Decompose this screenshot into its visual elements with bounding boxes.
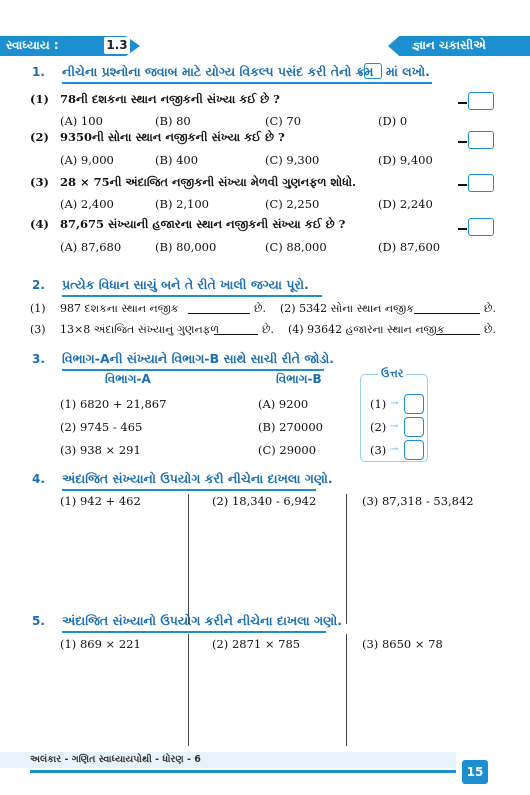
answer-label: (3) — [370, 443, 387, 457]
q5-number: 5. — [32, 614, 45, 628]
column-a-item: (1) 6820 + 21,867 — [60, 397, 167, 411]
option-a: (A) 2,400 — [60, 197, 114, 211]
q5-underline — [62, 631, 326, 633]
option-b: (B) 400 — [155, 153, 199, 167]
option-d: (D) 9,400 — [378, 153, 433, 167]
row-number: (1) — [30, 302, 46, 315]
q4-part-2: (2) 18,340 - 6,942 — [212, 494, 317, 508]
column-b-item: (B) 270000 — [258, 420, 323, 434]
fill-blank[interactable] — [436, 324, 480, 335]
option-d: (D) 87,600 — [378, 240, 441, 254]
item-number: (2) — [30, 130, 49, 144]
column-divider — [188, 494, 189, 624]
column-a-heading: વિભાગ-A — [105, 372, 151, 386]
fill-blank[interactable] — [214, 324, 258, 335]
item-number: (4) — [30, 217, 49, 231]
q2-underline — [62, 295, 322, 297]
q1-text-end: માં લખો. — [386, 64, 430, 79]
column-divider — [346, 494, 347, 624]
answer-panel-label: ઉત્તર — [378, 367, 406, 381]
fill-blank[interactable] — [414, 303, 480, 314]
option-a: (A) 87,680 — [60, 240, 122, 254]
item-number: (1) — [30, 92, 49, 106]
answer-box[interactable] — [468, 218, 494, 236]
answer-box[interactable] — [468, 174, 494, 192]
answer-box[interactable] — [404, 394, 424, 414]
column-divider — [188, 634, 189, 746]
item-question: 87,675 સંખ્યાની હજારના સ્થાન નજીકની સંખ્યા કઈ છે ? — [60, 217, 346, 231]
q3-text: વિભાગ-Aની સંખ્યાને વિભાગ-B સાથે સાચી રીતે જોડો. — [62, 351, 335, 366]
q4-text: અંદાજિત સંખ્યાનો ઉપયોગ કરી નીચેના દાખલા ગણો. — [62, 471, 333, 486]
header-right-title: જ્ઞાન ચકાસીએ — [412, 38, 486, 52]
answer-dash — [458, 102, 467, 104]
column-b-item: (A) 9200 — [258, 397, 309, 411]
item-question: 9350ની સોના સ્થાન નજીકની સંખ્યા કઈ છે ? — [60, 130, 285, 144]
q4-part-1: (1) 942 + 462 — [60, 494, 141, 508]
option-b: (B) 80,000 — [155, 240, 217, 254]
answer-label: (2) — [370, 420, 387, 434]
answer-box[interactable] — [468, 131, 494, 149]
column-divider — [346, 634, 347, 746]
q1-text: નીચેના પ્રશ્નોના જવાબ માટે યોગ્ય વિકલ્પ પસંદ કરી તેનો ક્રમ — [62, 64, 374, 79]
option-c: (C) 70 — [265, 114, 302, 128]
item-number: (3) — [30, 175, 49, 189]
q5-part-1: (1) 869 × 221 — [60, 637, 141, 651]
q1-underline — [62, 82, 432, 84]
footer-text: અલંકાર - ગણિત સ્વાધ્યાયપોથી - ધોરણ - 6 — [30, 754, 201, 765]
answer-box[interactable] — [404, 440, 424, 460]
fill-text-b: (2) 5342 સોના સ્થાન નજીક — [280, 302, 414, 315]
answer-dash — [458, 141, 467, 143]
option-a: (A) 100 — [60, 114, 103, 128]
q4-number: 4. — [32, 472, 45, 486]
page-number: 15 — [462, 760, 488, 784]
q3-number: 3. — [32, 352, 45, 366]
answer-label: (1) — [370, 397, 387, 411]
answer-dash — [458, 228, 467, 230]
item-question: 28 × 75ની અંદાજિત નજીકની સંખ્યા મેળવી ગુણનફળ શોધો. — [60, 175, 356, 189]
option-a: (A) 9,000 — [60, 153, 114, 167]
fill-text-a-end: છે. — [262, 323, 274, 336]
item-question: 78ની દશકના સ્થાન નજીકની સંખ્યા કઈ છે ? — [60, 92, 280, 106]
option-b: (B) 2,100 — [155, 197, 210, 211]
fill-blank[interactable] — [188, 303, 250, 314]
option-c: (C) 88,000 — [265, 240, 327, 254]
column-b-heading: વિભાગ-B — [276, 372, 322, 386]
q5-text: અંદાજિત સંખ્યાનો ઉપયોગ કરીને નીચેના દાખલા ગણો. — [62, 613, 342, 628]
answer-dash — [458, 184, 467, 186]
q1-inline-box — [364, 63, 382, 79]
q3-underline — [62, 369, 324, 371]
fill-text-a: 13×8 અંદાજિત સંખ્યાનું ગુણનફળ — [60, 323, 220, 336]
fill-text-b: (4) 93642 હજારના સ્થાન નજીક — [288, 323, 445, 336]
answer-box[interactable] — [468, 92, 494, 110]
q5-part-3: (3) 8650 × 78 — [362, 637, 443, 651]
option-d: (D) 2,240 — [378, 197, 433, 211]
column-a-item: (3) 938 × 291 — [60, 443, 141, 457]
answer-box[interactable] — [404, 417, 424, 437]
option-d: (D) 0 — [378, 114, 408, 128]
fill-text-a: 987 દશકના સ્થાન નજીક — [60, 302, 179, 315]
q2-number: 2. — [32, 278, 45, 292]
fill-text-b-end: છે. — [484, 302, 496, 315]
row-number: (3) — [30, 323, 46, 336]
footer-rule — [30, 770, 456, 773]
column-a-item: (2) 9745 - 465 — [60, 420, 143, 434]
column-b-item: (C) 29000 — [258, 443, 317, 457]
arrow-icon: → — [390, 444, 399, 455]
option-c: (C) 9,300 — [265, 153, 320, 167]
q5-part-2: (2) 2871 × 785 — [212, 637, 301, 651]
option-b: (B) 80 — [155, 114, 191, 128]
q4-underline — [62, 489, 316, 491]
exercise-title: સ્વાધ્યાય : — [6, 38, 59, 52]
exercise-number: 1.3 — [104, 37, 130, 54]
arrow-icon: → — [390, 398, 399, 409]
arrow-icon: → — [390, 421, 399, 432]
q2-text: પ્રત્યેક વિધાન સાચું બને તે રીતે ખાલી જગ્યા પૂરો. — [62, 277, 309, 292]
q1-number: 1. — [32, 65, 45, 79]
option-c: (C) 2,250 — [265, 197, 320, 211]
fill-text-b-end: છે. — [484, 323, 496, 336]
q4-part-3: (3) 87,318 - 53,842 — [362, 494, 474, 508]
fill-text-a-end: છે. — [254, 302, 266, 315]
